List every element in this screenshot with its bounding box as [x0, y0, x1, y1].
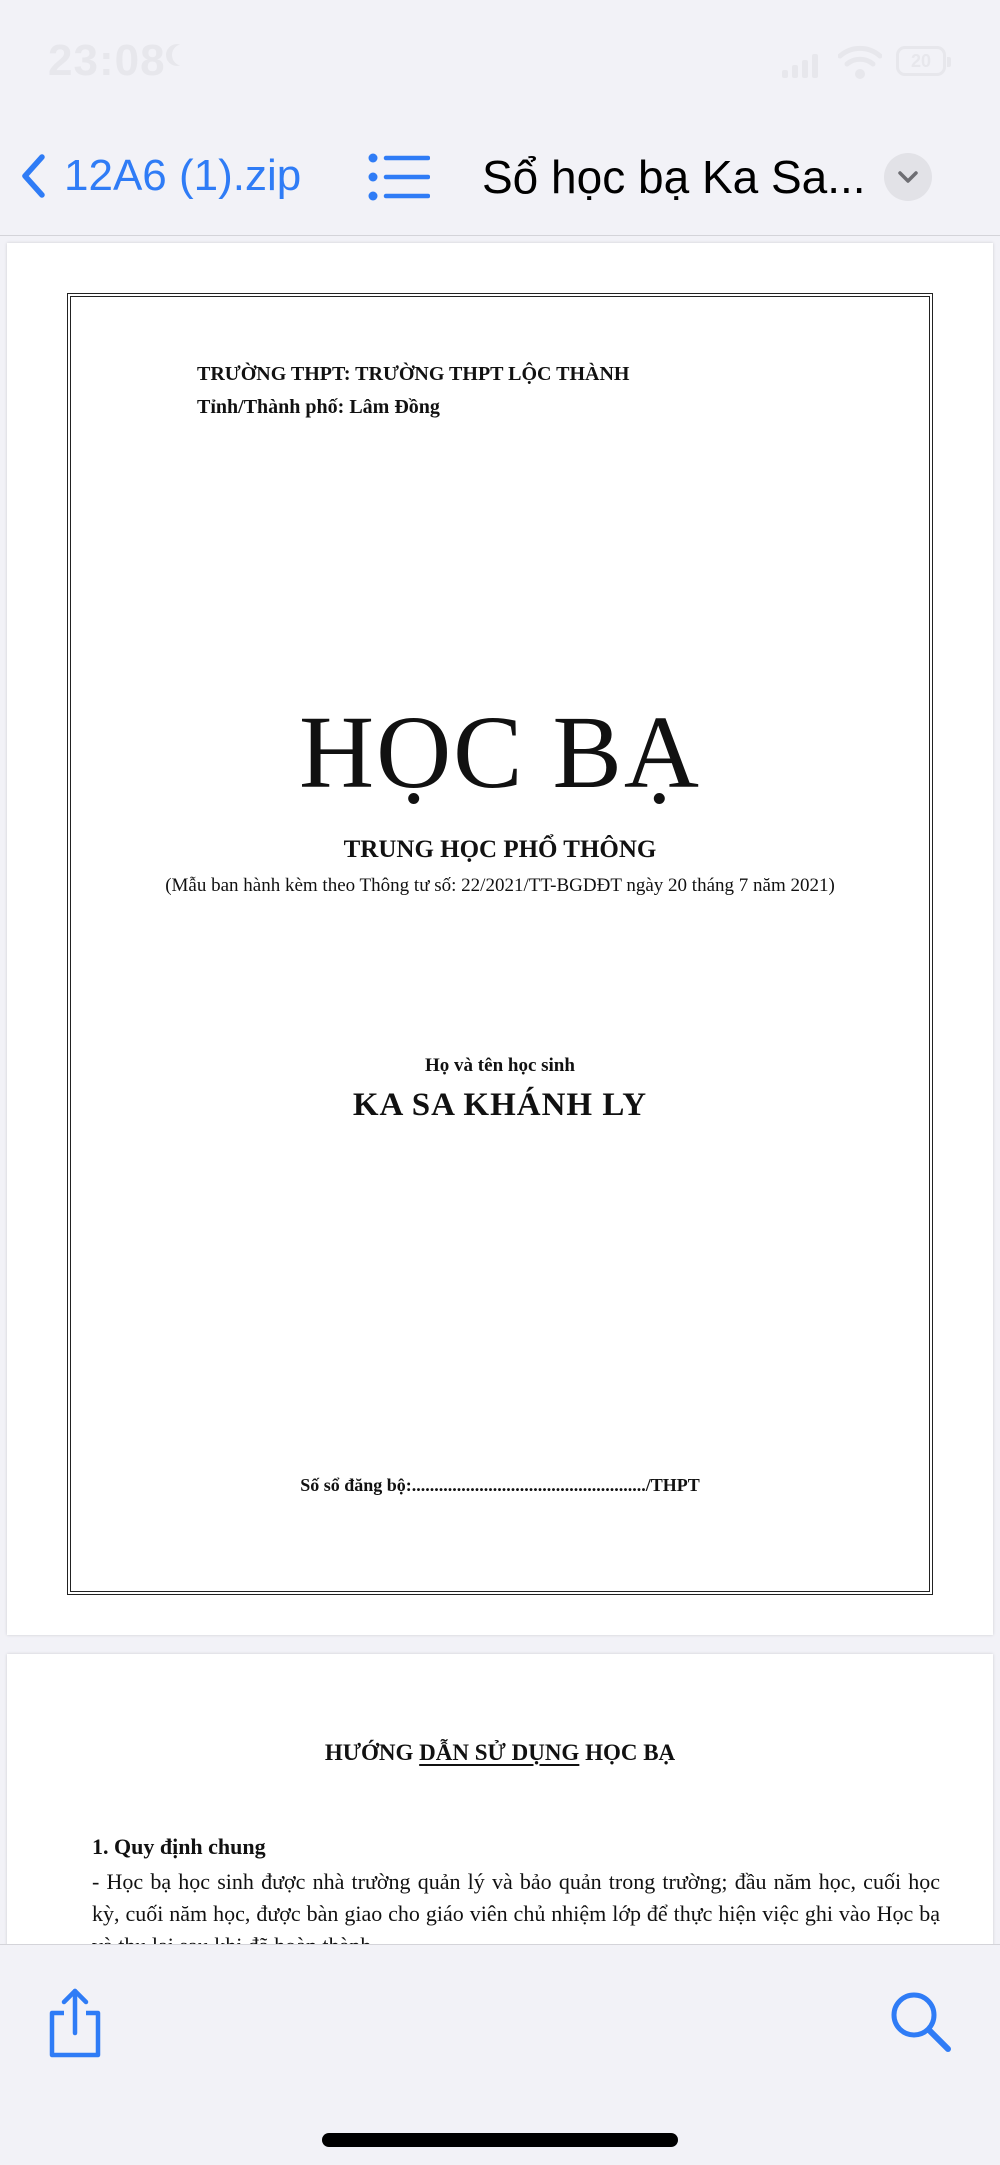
- section-title: 1. Quy định chung: [92, 1834, 266, 1859]
- document-page-cover[interactable]: [7, 243, 993, 1635]
- registry-number: Số sổ đăng bộ:..................................................../THPT: [300, 1475, 700, 1495]
- navigation-bar: [0, 120, 1000, 236]
- back-label: 12A6 (1).zip: [64, 151, 302, 200]
- status-time: 23:08: [48, 36, 166, 85]
- search-icon[interactable]: [888, 1989, 954, 2055]
- document-page-guide[interactable]: [7, 1654, 993, 1954]
- province-name: Tỉnh/Thành phố: Lâm Đồng: [197, 396, 440, 418]
- guide-title-part: HỌC BẠ: [579, 1740, 676, 1765]
- list-icon[interactable]: [368, 150, 430, 204]
- page-title: HỌC BẠ: [298, 695, 702, 810]
- page-border: [67, 293, 933, 1595]
- chevron-left-icon: [20, 153, 46, 199]
- page-subtitle: TRUNG HỌC PHỔ THÔNG: [343, 836, 657, 863]
- section-paragraph: - Học bạ học sinh được nhà trường quản lý và bảo quản trong trường; đầu năm học, cuối học kỳ, cuối năm học, được bàn giao cho giáo viên chủ nhiệm lớp để thực hiện việc ghi vào Học bạ: [92, 1869, 940, 1926]
- home-indicator[interactable]: [322, 2133, 678, 2147]
- bottom-toolbar: [0, 1944, 1000, 2165]
- focus-moon-icon: [172, 44, 194, 66]
- guide-title-underlined: DẪN SỬ DỤNG: [419, 1740, 580, 1765]
- cellular-signal-icon: [782, 52, 822, 78]
- wifi-icon: [838, 44, 882, 80]
- school-name: TRƯỜNG THPT: TRƯỜNG THPT LỘC THÀNH: [197, 363, 630, 385]
- battery-icon: 20: [896, 46, 946, 76]
- status-bar: [0, 0, 1000, 120]
- share-icon[interactable]: [44, 1987, 106, 2059]
- title-menu-button[interactable]: [884, 153, 932, 201]
- student-name-label: Họ và tên học sinh: [425, 1055, 575, 1076]
- guide-title-part: HƯỚNG: [324, 1740, 420, 1765]
- chevron-down-icon: [897, 170, 919, 184]
- back-button[interactable]: [20, 144, 301, 208]
- regulation-note: (Mẫu ban hành kèm theo Thông tư số: 22/2021/TT-BGDĐT ngày 20 tháng 7 năm 2021): [165, 875, 835, 896]
- student-name: KA SA KHÁNH LY: [352, 1087, 648, 1123]
- guide-title: [7, 1740, 993, 1766]
- document-title: Sổ học bạ Ka Sa...: [482, 151, 866, 203]
- school-info: [197, 358, 629, 424]
